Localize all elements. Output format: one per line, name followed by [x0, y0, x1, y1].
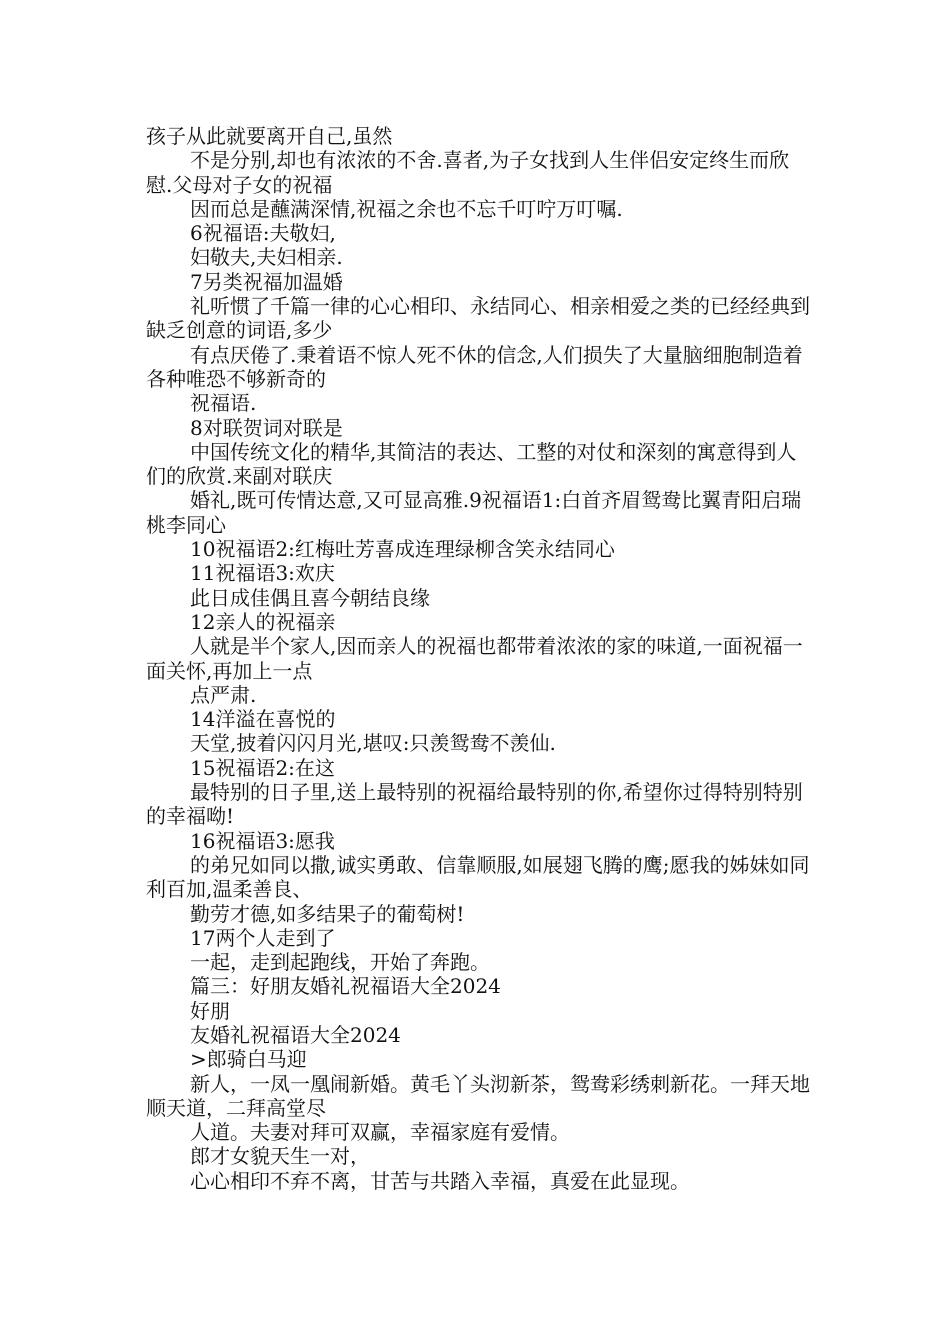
- paragraph: 因而总是蘸满深情,祝福之余也不忘千叮咛万叮嘱.: [190, 196, 623, 221]
- paragraph: 10祝福语2:红梅吐芳喜成连理绿柳含笑永结同心: [190, 537, 615, 562]
- paragraph: 婚礼,既可传情达意,又可显高雅.9祝福语1:白首齐眉鸳鸯比翼青阳启瑞桃李同心: [146, 488, 802, 537]
- paragraph: 6祝福语:夫敬妇,: [190, 221, 336, 246]
- document-body: [146, 124, 810, 1193]
- paragraph: 16祝福语3:愿我: [190, 828, 335, 853]
- paragraph: 中国传统文化的精华,其简洁的表达、工整的对仗和深刻的寓意得到人们的欣赏.来副对联庆: [146, 439, 797, 489]
- paragraph: 8对联贺词对联是: [190, 415, 343, 440]
- paragraph: 友婚礼祝福语大全2024: [190, 1022, 401, 1047]
- paragraph: 孩子从此就要离开自己,虽然: [146, 124, 393, 148]
- paragraph: 此日成佳偶且喜今朝结良缘: [190, 585, 430, 610]
- paragraph: 12亲人的祝福亲: [190, 609, 336, 634]
- paragraph: 天堂,披着闪闪月光,堪叹:只羡鸳鸯不羡仙.: [190, 731, 556, 756]
- paragraph: 7另类祝福加温婚: [190, 269, 343, 294]
- paragraph: 新人，一凤一凰闹新婚。黄毛丫头沏新茶，鸳鸯彩绣刺新花。一拜天地顺天道，二拜高堂尽: [146, 1071, 810, 1120]
- section-heading: 篇三：好朋友婚礼祝福语大全2024: [190, 974, 501, 999]
- paragraph: 妇敬夫,夫妇相亲.: [190, 245, 343, 270]
- paragraph: 17两个人走到了: [190, 925, 336, 950]
- paragraph: 点严肃.: [190, 682, 257, 707]
- paragraph: 11祝福语3:欢庆: [190, 561, 335, 586]
- paragraph: 一起，走到起跑线，开始了奔跑。: [190, 950, 490, 975]
- paragraph: 14洋溢在喜悦的: [190, 707, 336, 732]
- paragraph: 郎才女貌天生一对，: [190, 1144, 370, 1169]
- paragraph: 人道。夫妻对拜可双赢，幸福家庭有爱情。: [190, 1120, 570, 1145]
- paragraph: 有点厌倦了.秉着语不惊人死不休的信念,人们损失了大量脑细胞制造着各种唯恐不够新奇的: [146, 342, 803, 391]
- paragraph: 勤劳才德,如多结果子的葡萄树!: [190, 901, 465, 926]
- paragraph: 不是分别,却也有浓浓的不舍.喜者,为子女找到人生伴侣安定终生而欣慰.父母对子女的祝福: [146, 148, 790, 197]
- paragraph: 最特别的日子里,送上最特别的祝福给最特别的你,希望你过得特别特别的幸福呦!: [146, 780, 803, 829]
- paragraph: 15祝福语2:在这: [190, 755, 335, 780]
- paragraph: 的弟兄如同以撒,诚实勇敢、信靠顺服,如展翅飞腾的鹰;愿我的姊妹如同利百加,温柔善良、: [146, 852, 810, 902]
- paragraph: 祝福语.: [190, 391, 257, 416]
- paragraph: 心心相印不弃不离，甘苦与共踏入幸福，真爱在此显现。: [190, 1168, 690, 1193]
- paragraph: 好朋: [190, 998, 230, 1023]
- paragraph: >郎骑白马迎: [190, 1047, 307, 1072]
- paragraph: 人就是半个家人,因而亲人的祝福也都带着浓浓的家的味道,一面祝福一面关怀,再加上一点: [146, 634, 803, 683]
- paragraph: 礼听惯了千篇一律的心心相印、永结同心、相亲相爱之类的已经经典到缺乏创意的词语,多少: [146, 294, 810, 343]
